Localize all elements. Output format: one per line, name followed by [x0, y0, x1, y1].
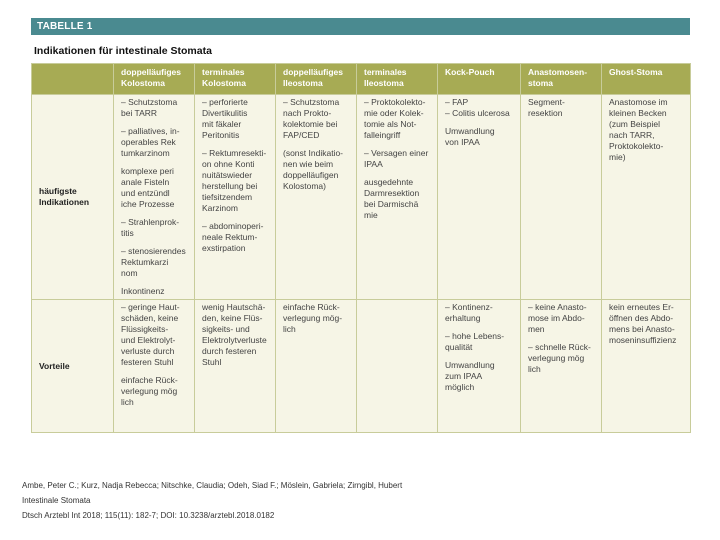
- indications-table: [31, 63, 691, 433]
- table-figure: [31, 18, 690, 433]
- cell-item: – perforierte Divertikulitis mit fäkaler Peritonitis: [202, 97, 248, 140]
- cell-item: – stenosierendes Rektumkarzi nom: [121, 246, 186, 278]
- cell-item: – abdominoperi- neale Rektum- exstirpation: [202, 221, 264, 253]
- table-tab-label: TABELLE 1: [31, 18, 690, 35]
- row-header: Vorteile: [32, 300, 114, 433]
- citation-authors: Ambe, Peter C.; Kurz, Nadja Rebecca; Nitschke, Claudia; Odeh, Siad F.; Möslein, Gabriela; Zirngibl, Hubert: [22, 481, 403, 490]
- column-header: Ghost-Stoma: [602, 64, 691, 95]
- cell-item: kein erneutes Er- öffnen des Abdo- mens bei Anasto- moseninsuffizienz: [609, 302, 677, 345]
- cell-item: Umwandlung zum IPAA möglich: [445, 360, 495, 392]
- cell-item: Anastomose im kleinen Becken (zum Beispiel nach TARR, Proktokolekto- mie): [609, 97, 668, 162]
- cell-item: – hohe Lebens- qualität: [445, 331, 505, 352]
- cell-item: Inkontinenz: [121, 286, 165, 296]
- table-cell: [357, 300, 438, 433]
- table-cell: [357, 95, 438, 300]
- table-cell: [114, 300, 195, 433]
- table-cell: [195, 95, 276, 300]
- table-row: [32, 300, 691, 433]
- cell-item: – schnelle Rück- verlegung mög lich: [528, 342, 591, 374]
- column-header: doppelläufiges Kolostoma: [114, 64, 195, 95]
- cell-item: – Rektumresekti- on ohne Konti nuitätswieder herstellung bei tiefsitzendem Karzinom: [202, 148, 267, 213]
- table-row: [32, 95, 691, 300]
- cell-item: – palliatives, in- operables Rek tumkarzinom: [121, 126, 180, 158]
- cell-item: Umwandlung von IPAA: [445, 126, 495, 147]
- table-cell: [602, 95, 691, 300]
- table-cell: [521, 300, 602, 433]
- table-cell: [114, 95, 195, 300]
- cell-item: einfache Rück- verlegung mög- lich: [283, 302, 343, 334]
- table-cell: [195, 300, 276, 433]
- table-cell: [438, 300, 521, 433]
- citation-journal: Dtsch Arztebl Int 2018; 115(11): 182-7; DOI: 10.3238/arztebl.2018.0182: [22, 511, 275, 520]
- citation-article: Intestinale Stomata: [22, 496, 91, 505]
- table-cell: [276, 300, 357, 433]
- cell-item: einfache Rück- verlegung mög lich: [121, 375, 178, 407]
- table-cell: [602, 300, 691, 433]
- table-cell: [438, 95, 521, 300]
- table-cell: [521, 95, 602, 300]
- column-header: terminales Ileostoma: [357, 64, 438, 95]
- cell-item: – Proktokolekto- mie oder Kolek- tomie als Not- falleingriff: [364, 97, 426, 140]
- cell-item: – Versagen einer IPAA: [364, 148, 429, 169]
- cell-item: ausgedehnte Darmresektion bei Darmischä mie: [364, 177, 420, 220]
- cell-item: – keine Anasto- mose im Abdo- men: [528, 302, 587, 334]
- row-header: häufigste Indikationen: [32, 95, 114, 300]
- column-header: doppelläufiges Ileostoma: [276, 64, 357, 95]
- column-header: terminales Kolostoma: [195, 64, 276, 95]
- cell-item: wenig Hautschä- den, keine Flüs- sigkeits- und Elektrolytverluste durch festeren Stuhl: [202, 302, 267, 367]
- cell-item: (sonst Indikatio- nen wie beim doppelläufigen Kolostoma): [283, 148, 343, 191]
- column-header: Anastomosen- stoma: [521, 64, 602, 95]
- table-header-row: [32, 64, 691, 95]
- cell-item: komplexe peri anale Fisteln und entzündl iche Prozesse: [121, 166, 175, 209]
- column-header: Kock-Pouch: [438, 64, 521, 95]
- cell-item: – Kontinenz- erhaltung: [445, 302, 493, 323]
- cell-item: – Schutzstoma bei TARR: [121, 97, 178, 118]
- table-cell: [276, 95, 357, 300]
- cell-item: – FAP – Colitis ulcerosa: [445, 97, 510, 118]
- header-corner: [32, 64, 114, 95]
- cell-item: – Schutzstoma nach Prokto- kolektomie bei FAP/CED: [283, 97, 340, 140]
- table-title: Indikationen für intestinale Stomata: [34, 45, 212, 57]
- cell-item: – geringe Haut- schäden, keine Flüssigkeits- und Elektrolyt- verluste durch festeren Stuhl: [121, 302, 180, 367]
- cell-item: – Strahlenprok- titis: [121, 217, 180, 238]
- cell-item: Segment- resektion: [528, 97, 565, 118]
- citation: [22, 478, 402, 523]
